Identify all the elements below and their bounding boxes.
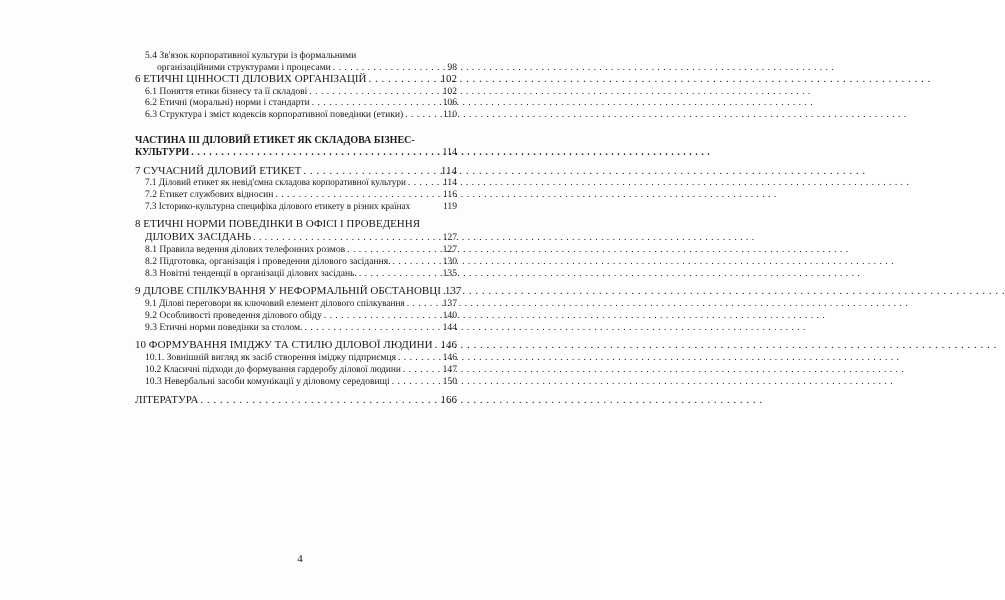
leader-dots <box>191 147 439 159</box>
toc-entry-title: 7.2 Етикет службових відносин <box>145 188 274 200</box>
toc-chapter-10 <box>135 339 457 352</box>
toc-literature <box>135 394 457 407</box>
leader-dots <box>369 73 439 86</box>
toc-entry-title: 10.1. Зовнішній вигляд як засіб створення іміджу підприємця <box>145 352 396 364</box>
leader-dots <box>305 322 439 334</box>
leader-dots <box>408 177 439 189</box>
toc-entry-title: 9.3 Етичні норми поведінки за столом. <box>145 321 303 333</box>
toc-entry-7-2 <box>135 189 457 201</box>
leader-dots <box>359 268 439 280</box>
toc-page-number: 114 <box>442 177 457 189</box>
toc-page-number: 146 <box>442 352 457 364</box>
toc-chapter-title: 10 ФОРМУВАННЯ ІМІДЖУ ТА СТИЛЮ ДІЛОВОЇ ЛЮДИНИ <box>135 339 433 352</box>
toc-entry-8-3 <box>135 268 457 280</box>
leader-dots <box>200 394 438 407</box>
leader-dots <box>435 339 439 352</box>
toc-chapter-title: ЛІТЕРАТУРА <box>135 393 199 406</box>
toc-page-number: 98 <box>447 61 457 73</box>
toc-entry-6-3 <box>135 109 457 121</box>
toc-chapter-title: 6 ЕТИЧНІ ЦІННОСТІ ДІЛОВИХ ОРГАНІЗАЦІЙ <box>135 73 367 86</box>
toc-entry-7-3 <box>135 201 457 213</box>
toc-chapter-7 <box>135 165 457 178</box>
leader-dots <box>398 352 439 364</box>
toc-entry-title: 7.1 Діловий етикет як невід'ємна складова корпоративної культури <box>145 177 406 188</box>
page-number: 4 <box>297 553 303 565</box>
leader-dots <box>347 244 439 256</box>
toc-entry-title: 8.1 Правила ведення ділових телефонних розмов <box>145 244 346 256</box>
toc-chapter-title: 7 СУЧАСНИЙ ДІЛОВИЙ ЕТИКЕТ <box>135 164 302 177</box>
toc-page-number: 140 <box>442 310 457 322</box>
toc-entry-title: 6.1 Поняття етики бізнесу та її складові <box>145 85 308 97</box>
toc-entry-title: 6.3 Структура і зміст кодексів корпоративної поведінки (етики) <box>145 108 404 120</box>
leader-dots <box>303 165 439 178</box>
toc-chapter-9 <box>135 285 462 298</box>
toc-page-number: 110 <box>442 108 457 120</box>
leader-dots <box>324 310 439 322</box>
toc-entry-title: 9.2 Особливості проведення ділового обіду <box>145 310 322 322</box>
toc-entry-10-2 <box>135 364 457 377</box>
toc-page-number: 144 <box>442 321 457 333</box>
leader-dots <box>309 86 439 98</box>
toc-entry-7-1 <box>135 177 457 189</box>
toc-entry-title: 8.2 Підготовка, організація і проведення ділового засідання. <box>145 255 391 267</box>
toc-entry-9-1 <box>135 298 457 311</box>
toc-page-number: 166 <box>440 393 457 406</box>
toc-part-3 <box>135 135 457 159</box>
toc-entry-10-1 <box>135 352 457 364</box>
toc-entry-title: 10.3 Невербальні засоби комунікації у діловому середовищі <box>145 376 390 388</box>
toc-page-number: 106 <box>442 97 457 109</box>
toc-page-number: 147 <box>442 363 457 375</box>
toc-entry-6-2 <box>135 97 457 109</box>
leader-dots <box>253 232 439 245</box>
toc-chapter-title: 9 ДІЛОВЕ СПІЛКУВАННЯ У НЕФОРМАЛЬНІЙ ОБСТАНОВЦІ <box>135 285 441 298</box>
toc-entry-title: 8.3 Новітні тенденції в організації ділових засідань. <box>145 267 357 279</box>
toc-chapter-6 <box>135 73 457 86</box>
leader-dots <box>275 189 439 201</box>
toc-page-number: 102 <box>440 73 457 86</box>
toc-page-number: 114 <box>440 164 457 177</box>
toc-page-number: 102 <box>442 85 457 97</box>
toc-page-number: 114 <box>442 147 457 159</box>
toc-part-title-line1: ЧАСТИНА ІІІ ДІЛОВИЙ ЕТИКЕТ ЯК СКЛАДОВА БІЗНЕС- <box>135 134 415 146</box>
leader-dots <box>403 364 439 376</box>
toc-entry-10-3 <box>135 376 457 388</box>
leader-dots <box>407 298 439 310</box>
toc-page-number: 146 <box>440 339 457 352</box>
toc-entry-9-2 <box>135 310 457 322</box>
toc-chapter-8 <box>135 218 457 244</box>
leader-dots <box>392 376 439 388</box>
toc-page-number: 127 <box>442 231 457 243</box>
toc-part-title-line2: КУЛЬТУРИ <box>135 147 190 159</box>
toc-entry-title: 7.3 Історико-культурна специфіка ділового етикету в різних країнах <box>145 200 411 211</box>
toc-entry-title-line2: організаційними структурами і процесами <box>157 61 331 73</box>
toc-page-number: 130 <box>442 255 457 267</box>
toc-page-number: 137 <box>444 285 462 298</box>
toc-entry-9-3 <box>135 322 457 334</box>
toc-page-number: 135 <box>442 267 457 279</box>
toc-chapter-title-line2: ДІЛОВИХ ЗАСІДАНЬ <box>145 230 252 243</box>
table-of-contents <box>135 50 462 406</box>
toc-entry-6-1 <box>135 86 457 98</box>
toc-page-number: 150 <box>442 376 457 388</box>
toc-page-number: 127 <box>442 244 457 256</box>
leader-dots <box>393 256 439 268</box>
toc-chapter-title-line1: 8 ЕТИЧНІ НОРМИ ПОВЕДІНКИ В ОФІСІ І ПРОВЕДЕННЯ <box>135 218 421 231</box>
toc-entry-8-2 <box>135 256 457 268</box>
toc-entry-8-1 <box>135 244 457 256</box>
leader-dots <box>405 109 439 121</box>
leader-dots <box>333 62 439 74</box>
toc-entry-5-4 <box>135 50 457 73</box>
toc-entry-title: 6.2 Етичні (моральні) норми і стандарти <box>145 97 310 109</box>
toc-page-number: 137 <box>442 297 457 309</box>
toc-entry-title: 9.1 Ділові переговори як ключовий елемент ділового спілкування <box>145 298 405 309</box>
toc-page-number: 119 <box>442 200 457 212</box>
toc-entry-title: 10.2 Класичні підходи до формування гардеробу ділової людини <box>145 364 401 375</box>
leader-dots <box>312 97 439 109</box>
toc-entry-title-line1: 5.4 Зв'язок корпоративної культури із формальними <box>145 50 357 61</box>
toc-page-number: 116 <box>442 188 457 200</box>
